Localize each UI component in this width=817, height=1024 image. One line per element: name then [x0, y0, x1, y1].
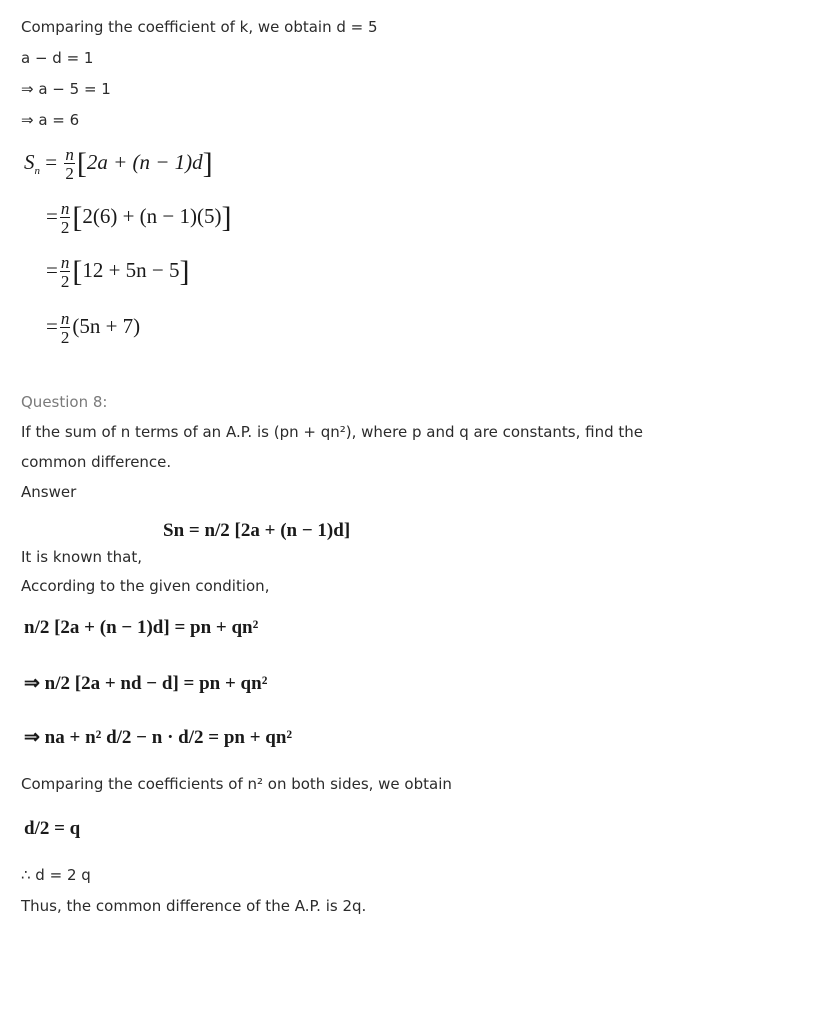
equation-3: ⇒ na + n² d/2 − n · d/2 = pn + qn²	[24, 727, 293, 748]
question-text-line-1: If the sum of n terms of an A.P. is (pn + qn²), where p and q are constants, find the	[21, 423, 643, 441]
intro-line-4: ⇒ a = 6	[21, 111, 80, 129]
sn-step-2: = $\frac{n}{2}$ [2(6) + (n − 1)(5)]	[46, 199, 232, 237]
intro-line-3: ⇒ a − 5 = 1	[21, 80, 111, 98]
therefore-line: ∴ d = 2 q	[21, 866, 91, 884]
equation-1: n/2 [2a + (n − 1)d] = pn + qn²	[24, 617, 259, 638]
sn-step-4: = $\frac{n}{2}$ (5n + 7)	[46, 309, 141, 347]
known-that-text: It is known that,	[21, 548, 142, 566]
answer-label: Answer	[21, 483, 77, 501]
equation-4: d/2 = q	[24, 818, 81, 839]
conclusion-line: Thus, the common difference of the A.P. is 2q.	[21, 897, 367, 915]
sn-step-1: $S_n$ = $\frac{n}{2}$ [2a + (n − 1)d]	[24, 145, 213, 183]
compare-text: Comparing the coefficients of n² on both sides, we obtain	[21, 775, 452, 793]
sn-step-3: = $\frac{n}{2}$ [12 + 5n − 5]	[46, 253, 190, 291]
intro-line-2: a − d = 1	[21, 49, 94, 67]
question-text-line-2: common difference.	[21, 453, 172, 471]
equation-2: ⇒ n/2 [2a + nd − d] = pn + qn²	[24, 673, 268, 694]
sn-formula: Sn = n/2 [2a + (n − 1)d]	[163, 520, 351, 541]
intro-line-1: Comparing the coefficient of k, we obtain d = 5	[21, 18, 378, 36]
question-title: Question 8:	[21, 393, 108, 411]
given-condition-text: According to the given condition,	[21, 577, 270, 595]
